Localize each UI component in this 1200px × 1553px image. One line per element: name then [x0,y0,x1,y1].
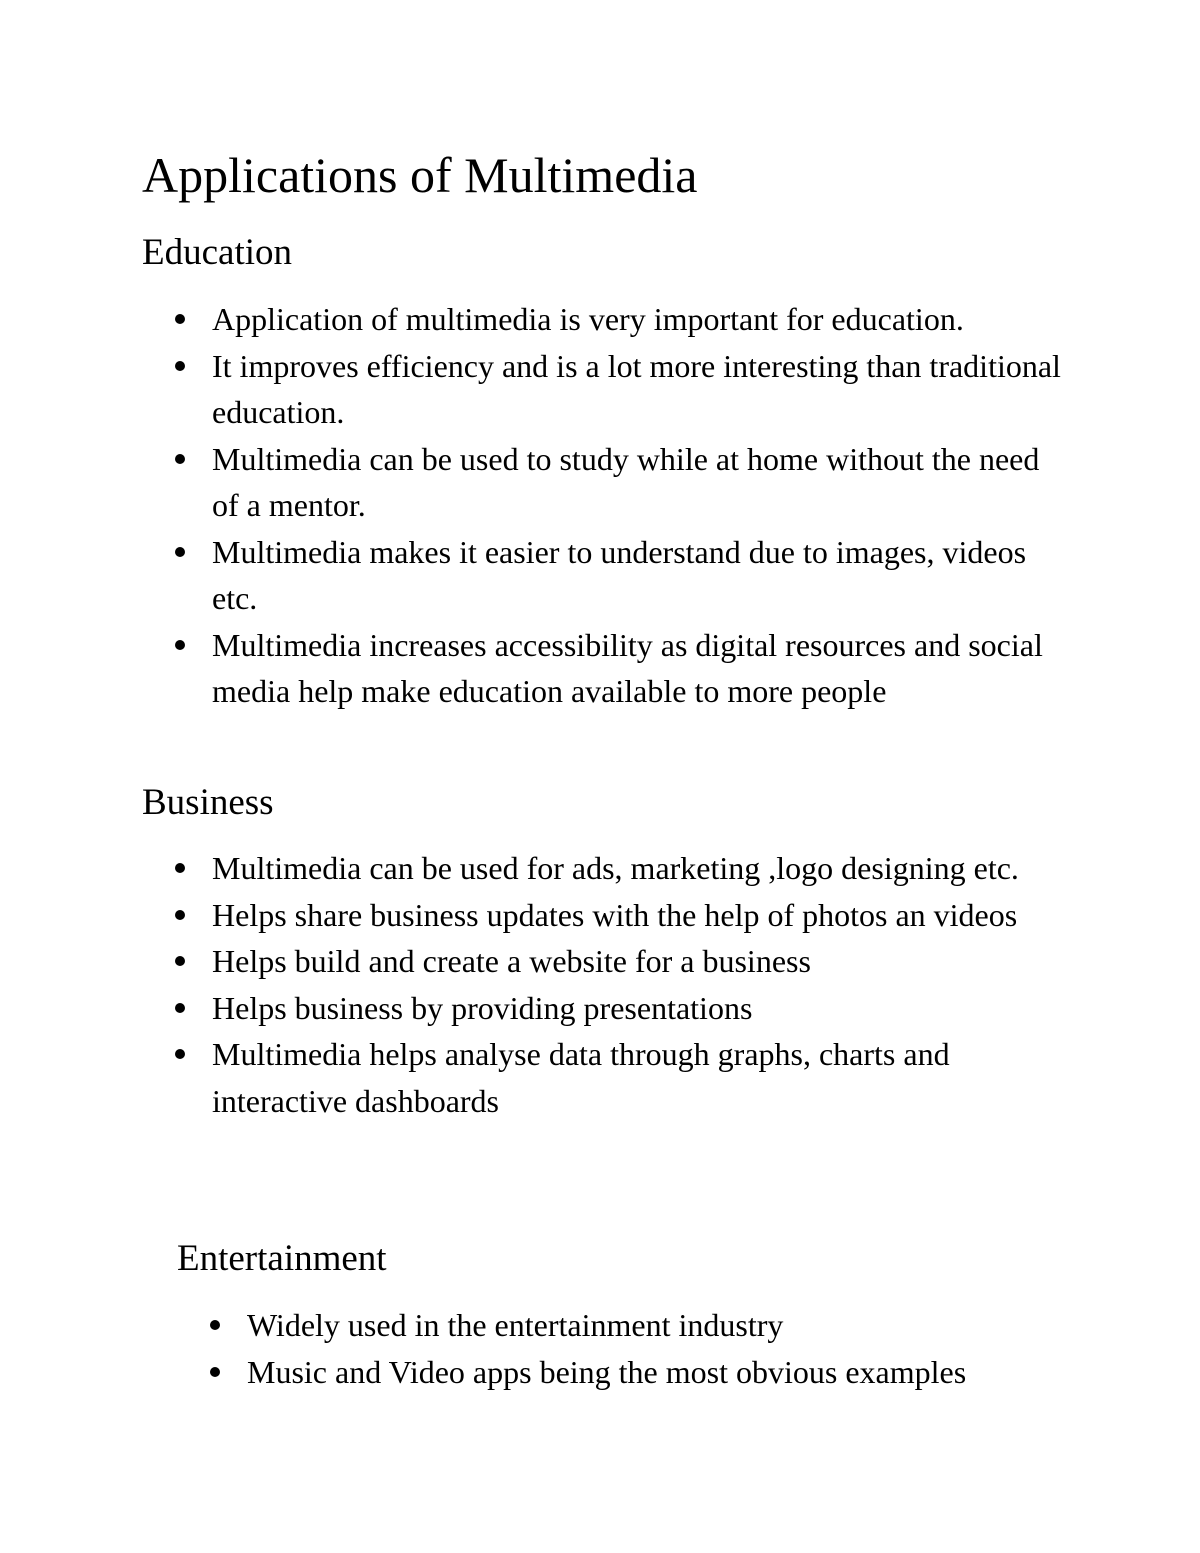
list-item [142,622,1072,715]
bullet-icon [210,1367,220,1377]
list-item [142,529,1072,622]
bullet-icon [175,910,185,920]
list-item [177,1302,1077,1349]
list-item-text: Multimedia can be used to study while at home without the need of a mentor. [212,440,1040,523]
bullet-icon [175,547,185,557]
bullet-icon [175,361,185,371]
bullet-icon [210,1320,220,1330]
list-item [142,892,1072,939]
bullet-icon [175,314,185,324]
list-item [177,1349,1077,1396]
list-item-text: Widely used in the entertainment industry [247,1307,784,1343]
list-item [142,296,1072,343]
bullet-list-entertainment [177,1302,1077,1395]
list-item [142,436,1072,529]
bullet-list-business [142,845,1072,1124]
list-item-text: It improves efficiency and is a lot more interesting than traditional education. [212,347,1061,430]
list-item-text: Multimedia can be used for ads, marketing ,logo designing etc. [212,850,1019,886]
bullet-icon [175,454,185,464]
list-item [142,938,1072,985]
section-heading-entertainment: Entertainment [177,1238,387,1279]
list-item-text: Helps share business updates with the help of photos an videos [212,896,1018,933]
list-item-text: Application of multimedia is very important for education. [212,301,964,337]
bullet-list-education [142,296,1072,715]
list-item-text: Helps business by providing presentations [212,989,753,1026]
list-item [142,985,1072,1032]
list-item [142,845,1072,892]
bullet-icon [175,1049,185,1059]
bullet-icon [175,640,185,650]
bullet-icon [175,863,185,873]
section-heading-business: Business [142,782,274,823]
bullet-icon [175,956,185,966]
list-item-text: Helps build and create a website for a business [212,943,811,979]
list-item-text: Music and Video apps being the most obvious examples [247,1353,967,1390]
list-item [142,343,1072,436]
page-title: Applications of Multimedia [142,147,698,203]
section-heading-education: Education [142,232,293,273]
list-item-text: Multimedia makes it easier to understand due to images, videos etc. [212,533,1027,616]
list-item-text: Multimedia increases accessibility as digital resources and social media help make education available to more people [212,626,1043,709]
list-item-text: Multimedia helps analyse data through graphs, charts and interactive dashboards [212,1036,950,1119]
bullet-icon [175,1003,185,1013]
list-item [142,1031,1072,1124]
